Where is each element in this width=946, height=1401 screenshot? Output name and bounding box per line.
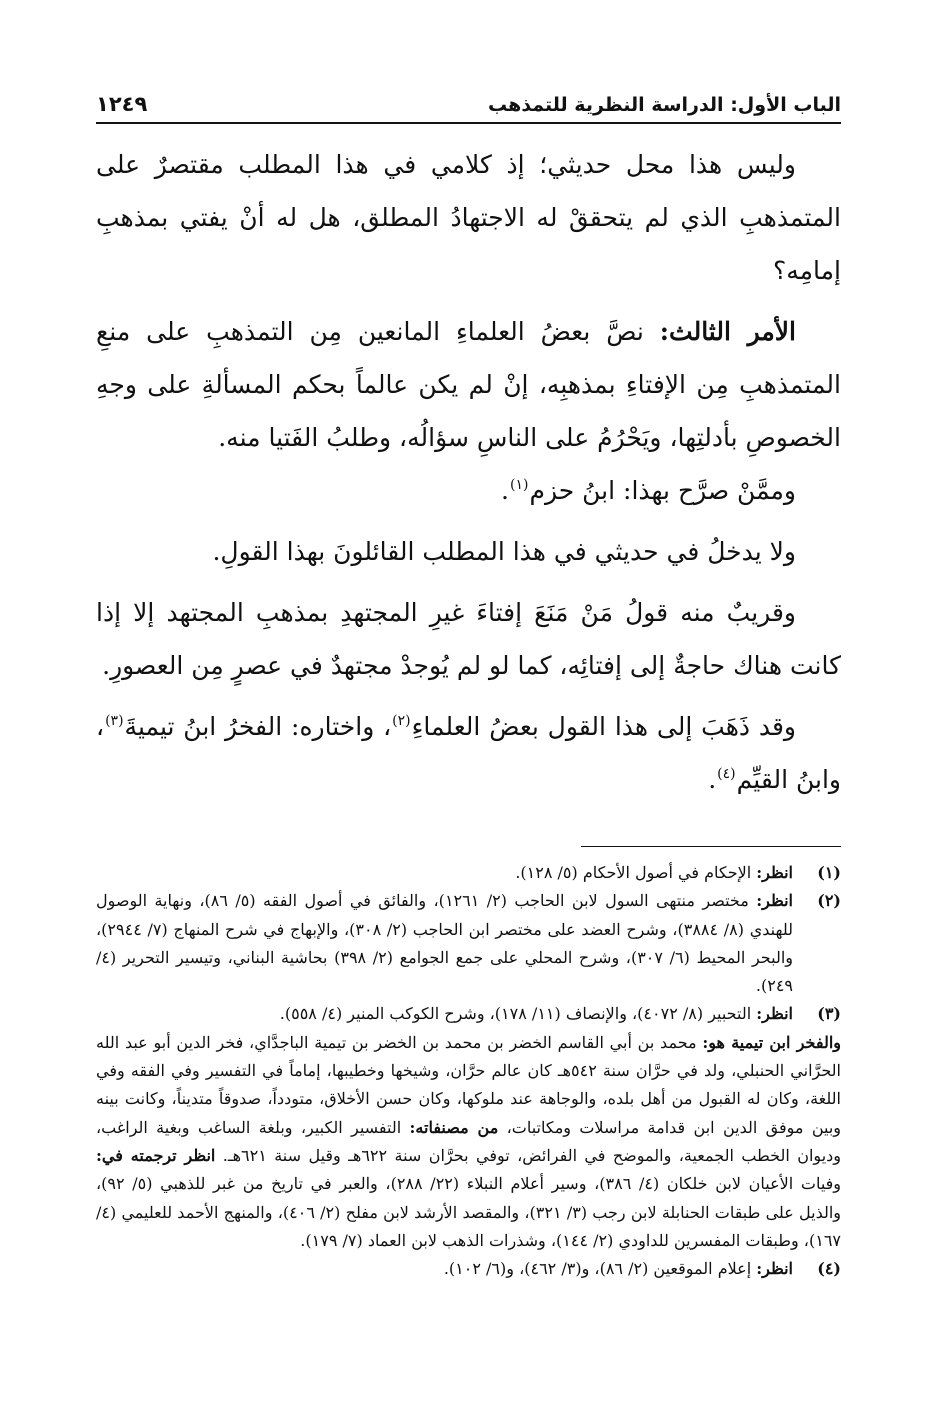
paragraph-6 [96,700,841,806]
footnote-separator [581,846,841,847]
paragraph-3 [96,464,841,517]
footnote-3-bio-text: محمد بن أبي القاسم الخضر بن محمد بن الخضر بن تيمية الباجدَّاي، فخر الدين أبو عبد الله الحرَّاني الحنبلي، ولد في حرَّان سنة ٥٤٢هـ كان عالم حرَّان، وشيخها وخطيبها، إماماً في التفسير وفي الفقه وفي اللغة، وكان له القبول من أهل بلده، والوجاهة عند ملوكها، وكان حسن الأخلاق، متودداً، صدوقاً متديناً، وكانت بينه وبين موفق الدين ابن قدامة مراسلات ومكاتبات، [96,1032,842,1137]
book-page [96,92,841,1332]
footnote-2-number: (٢) [817,891,841,911]
footnote-3-number: (٣) [817,1004,841,1024]
paragraph-3-end: . [501,476,509,505]
paragraph-2-text: نصَّ بعضُ العلماءِ المانعين مِن التمذهبِ على منعِ المتمذهبِ مِن الإفتاءِ بمذهبِه، إنْ لم يكن عالماً بحكم المسألةِ على وجهِ الخصوصِ بأدلتِها، ويَحْرُمُ على الناسِ سؤالُه، وطلبُ الفَتيا منه. [96,317,841,452]
paragraph-6-end: . [708,765,717,794]
footnote-2 [96,887,841,1000]
footnote-1-number: (١) [817,863,841,882]
main-text [96,138,841,806]
footnotes [96,859,841,1283]
footnote-ref-4[interactable]: (٤) [717,766,736,782]
footnote-1-see: انظر: [756,863,793,882]
footnote-3-sources-lead: انظر ترجمته في: [96,1145,216,1165]
paragraph-6-part-a: وقد ذَهَبَ إلى هذا القول بعضُ العلماءِ [411,712,796,741]
footnote-3-text: التحبير (٨/ ٤٠٧٢)، والإنصاف (١١/ ١٧٨)، وشرح الكوكب المنير (٤/ ٥٥٨). [279,1004,757,1024]
paragraph-5: وقريبٌ منه قولُ مَنْ مَنَعَ إفتاءَ غيرِ المجتهدِ بمذهبِ المجتهد إلا إذا كانت هناك حاجةٌ إلى إفتائِه، كما لو لم يُوجدْ مجتهدٌ في عصرٍ مِن العصورِ. [96,598,841,680]
paragraph-6-part-b: ، واختاره: الفخرُ ابنُ تيميةَ [124,712,392,741]
footnote-3-see: انظر: [756,1004,793,1024]
footnote-ref-2[interactable]: (٢) [392,713,411,729]
footnote-3-sources-text: وفيات الأعيان لابن خلكان (٤/ ٣٨٦)، وسير أعلام النبلاء (٢٢/ ٢٨٨)، والعبر في تاريخ من غبر للذهبي (٥/ ٩٢)، والذيل على طبقات الحنابلة لابن رجب (٣/ ٣٢١)، والمقصد الأرشد لابن مفلح (٢/ ٤٠٦)، والمنهج الأحمد للعليمي (٤/ ١٦٧)، وطبقات المفسرين للداودي (٢/ ١٤٤)، وشذرات الذهب لابن العماد (٧/ ١٧٩). [96,1174,842,1250]
paragraph-2 [96,305,841,464]
footnote-4-number: (٤) [817,1259,841,1279]
footnote-2-see: انظر: [756,891,793,911]
paragraph-2-lead: الأمر الثالث: [659,317,796,346]
footnote-4-see: انظر: [756,1259,793,1279]
footnote-ref-1[interactable]: (١) [510,477,529,493]
page-number: ١٢٤٩ [96,92,148,116]
footnote-2-text: مختصر منتهى السول لابن الحاجب (٢/ ١٢٦١)، والفائق في أصول الفقه (٥/ ٨٦)، ونهاية الوصول للهندي (٨/ ٣٨٨٤)، وشرح العضد على مختصر ابن الحاجب (٢/ ٣٠٨)، والإبهاج في شرح المنهاج (٧/ ٢٩٤٤)، والبحر المحيط (٦/ ٣٠٧)، وشرح المحلي على جمع الجوامع (٢/ ٣٩٨) بحاشية البناني، وتيسير التحرير (٤/ ٢٤٩). [96,891,794,996]
footnote-3 [96,1000,841,1028]
paragraph-1: وليس هذا محل حديثي؛ إذ كلامي في هذا المطلب مقتصرٌ على المتمذهبِ الذي لم يتحققْ له الاجتهادُ المطلق، هل له أنْ يفتي بمذهبِ إمامِه؟ [96,150,841,285]
footnote-3-works-lead: من مصنفاته: [409,1117,499,1137]
footnote-1 [96,859,841,887]
footnote-4 [96,1255,841,1283]
paragraph-3-text: وممَّنْ صرَّح بهذا: ابنُ حزم [529,476,796,505]
footnote-1-text: الإحكام في أصول الأحكام (٥/ ١٢٨). [515,863,757,882]
footnote-3-bio-lead: والفخر ابن تيمية هو: [702,1032,841,1052]
footnote-ref-3[interactable]: (٣) [105,713,124,729]
footnote-3-works-text: التفسير الكبير، وبلغة الساغب وبغية الراغب، وديوان الخطب الجمعية، والموضح في الفرائض، توفي بحرَّان سنة ٦٢٢هـ وقيل سنة ٦٢١هـ. [96,1117,842,1165]
chapter-title: الباب الأول: الدراسة النظرية للتمذهب [488,94,841,116]
running-header [96,92,841,124]
footnote-3-biography [96,1029,841,1255]
footnote-4-text: إعلام الموقعين (٢/ ٨٦)، و(٣/ ٤٦٢)، و(٦/ ١٠٢). [443,1259,757,1279]
paragraph-4: ولا يدخلُ في حديثي في هذا المطلب القائلونَ بهذا القولِ. [212,537,796,566]
paragraph-6-part-c: ، وابنُ القيِّم [96,712,841,794]
